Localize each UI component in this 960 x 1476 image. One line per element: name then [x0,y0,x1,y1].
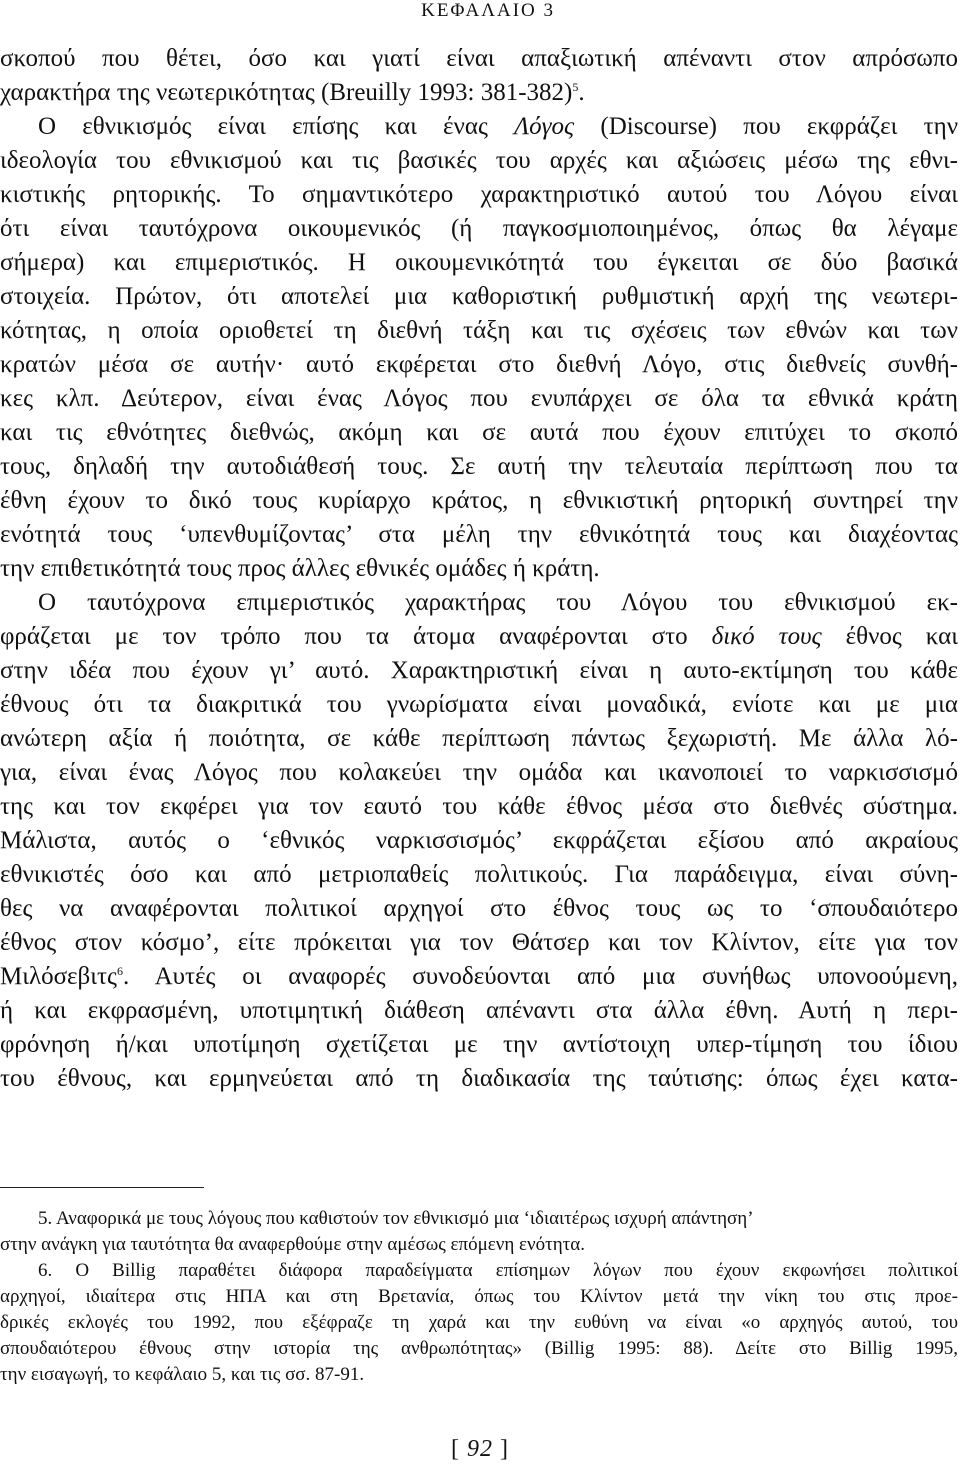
footnote-line: σπουδαιότερου έθνους στην ιστορία της ανθρωπότητας» (Billig 1995: 88). Δείτε στο Billig 1995, [0,1338,958,1359]
text-line: έθνη έχουν το δικό τους κυρίαρχο κράτος, η εθνικιστική ρητορική συντηρεί την [0,487,958,514]
text-line: στην ιδέα που έχουν γι’ αυτό. Χαρακτηριστική είναι η αυτο-εκτίμηση του κάθε [0,657,958,684]
text-line: σήμερα) και επιμεριστικός. Η οικουμενικότητά του έγκειται σε δύο βασικά [0,249,958,276]
text-line: Ο εθνικισμός είναι επίσης και ένας Λόγος (Discourse) που εκφράζει την [38,113,959,140]
footnote-ref-6: 6 [116,964,123,978]
text-line: στοιχεία. Πρώτον, ότι αποτελεί μια καθοριστική ρυθμιστική αρχή της νεωτερι- [0,283,958,310]
footnotes [0,1206,958,1388]
page-number [0,1436,960,1463]
text-line: φράζεται με τον τρόπο που τα άτομα αναφέρονται στο δικό τους έθνος και [0,623,958,650]
text-line: έθνος στον κόσμο’, είτε πρόκειται για τον Θάτσερ και τον Κλίντον, είτε για τον [0,929,958,956]
text-line: σκοπού που θέτει, όσο και γιατί είναι απαξιωτική απέναντι στον απρόσωπο [0,45,958,72]
main-text [0,42,958,1096]
text-line: ιδεολογία του εθνικισμού και τις βασικές του αρχές και αξιώσεις μέσω της εθνι- [0,147,958,174]
text-line: κότητας, η οποία οριοθετεί τη διεθνή τάξη και τις σχέσεις των εθνών και των [0,317,958,344]
footnote-line: 6. Ο Billig παραθέτει διάφορα παραδείγματα επίσημων λόγων που έχουν εκφωνήσει πολιτικοί [38,1260,958,1281]
emphasis: Λόγος [514,113,575,140]
footnote-ref-5: 5 [572,80,579,94]
footnote-line: δρικές εκλογές του 1992, που εξέφραζε τη χαρά και την ευθύνη να είναι «ο αρχηγός αυτού, του [0,1312,958,1333]
text-line: εθνικιστές όσο και από μετριοπαθείς πολιτικούς. Για παράδειγμα, είναι σύνη- [0,861,958,888]
text-line: ή και εκφρασμένη, υποτιμητική διάθεση απέναντι στα άλλα έθνη. Αυτή η περι- [0,997,958,1024]
text-line: του έθνους, και ερμηνεύεται από τη διαδικασία της ταύτισης: όπως έχει κατα- [0,1065,958,1092]
text-line: Μιλόσεβιτς$^6$. Αυτές οι αναφορές συνοδεύονται από μια συνήθως υπονοούμενη, [0,963,958,990]
footnote-separator [0,1187,204,1188]
text-line: ανώτερη αξία ή ποιότητα, σε κάθε περίπτωση πάντως ξεχωριστή. Με άλλα λό- [0,725,958,752]
text-line: τους, δηλαδή την αυτοδιάθεσή τους. Σε αυτή την τελευταία περίπτωση που τα [0,453,958,480]
text-line: φρόνηση ή/και υποτίμηση σχετίζεται με την αντίστοιχη υπερ-τίμηση του ίδιου [0,1031,958,1058]
footnote-line: 5. Αναφορικά με τους λόγους που καθιστούν τον εθνικισμό μια ‘ιδιαιτέρως ισχυρή απάντηση’ [38,1208,754,1229]
text-line: θες να αναφέρονται πολιτικοί αρχηγοί στο έθνος τους ως το ‘σπουδαιότερο [0,895,958,922]
emphasis: δικό τους [711,623,822,650]
text-line: την επιθετικότητά τους προς άλλες εθνικές ομάδες ή κράτη. [0,555,600,582]
footnote-line: αρχηγοί, ιδιαίτερα στις ΗΠΑ και στη Βρετανία, όπως του Κλίντον μετά την νίκη του στις προε- [0,1286,958,1307]
text-line: ενότητά τους ‘υπενθυμίζοντας’ στα μέλη την εθνικότητά τους και διαχέοντας [0,521,958,548]
page-number-value: 92 [467,1436,493,1462]
page-bracket-open: [ [451,1436,460,1462]
footnote-line: στην ανάγκη για ταυτότητα θα αναφερθούμε στην αμέσως επόμενη ενότητα. [0,1234,586,1255]
text-line: κρατών μέσα σε αυτήν· αυτό εκφέρεται στο διεθνή Λόγο, στις διεθνείς συνθή- [0,351,958,378]
text-line: Ο ταυτόχρονα επιμεριστικός χαρακτήρας του Λόγου του εθνικισμού εκ- [38,589,958,616]
text-line: ότι είναι ταυτόχρονα οικουμενικός (ή παγκοσμιοποιημένος, όπως θα λέγαμε [0,215,958,242]
text-line: της και τον εκφέρει για τον εαυτό του κάθε έθνος μέσα στο διεθνές σύστημα. [0,793,958,820]
page-bracket-close: ] [500,1436,509,1462]
text-line: χαρακτήρα της νεωτερικότητας (Breuilly 1993: 381-382)$^5$. [0,79,585,106]
text-line: κες κλπ. Δεύτερον, είναι ένας Λόγος που ενυπάρχει σε όλα τα εθνικά κράτη [0,385,958,412]
text-line: Μάλιστα, αυτός ο ‘εθνικός ναρκισσισμός’ εκφράζεται εξίσου από ακραίους [0,827,958,854]
footnote-line: την εισαγωγή, το κεφάλαιο 5, και τις σσ. 87-91. [0,1364,365,1385]
text-line: για, είναι ένας Λόγος που κολακεύει την ομάδα και ικανοποιεί το ναρκισσισμό [0,759,958,786]
running-title: ΚΕΦΑΛΑΙΟ 3 [421,0,555,21]
running-header [0,0,960,26]
text-line: και τις εθνότητες διεθνώς, ακόμη και σε αυτά που έχουν επιτύχει το σκοπό [0,419,958,446]
text-line: κιστικής ρητορικής. Το σημαντικότερο χαρακτηριστικό αυτού του Λόγου είναι [0,181,958,208]
text-line: έθνους ότι τα διακριτικά του γνωρίσματα είναι μοναδικά, ενίοτε και με μια [0,691,958,718]
